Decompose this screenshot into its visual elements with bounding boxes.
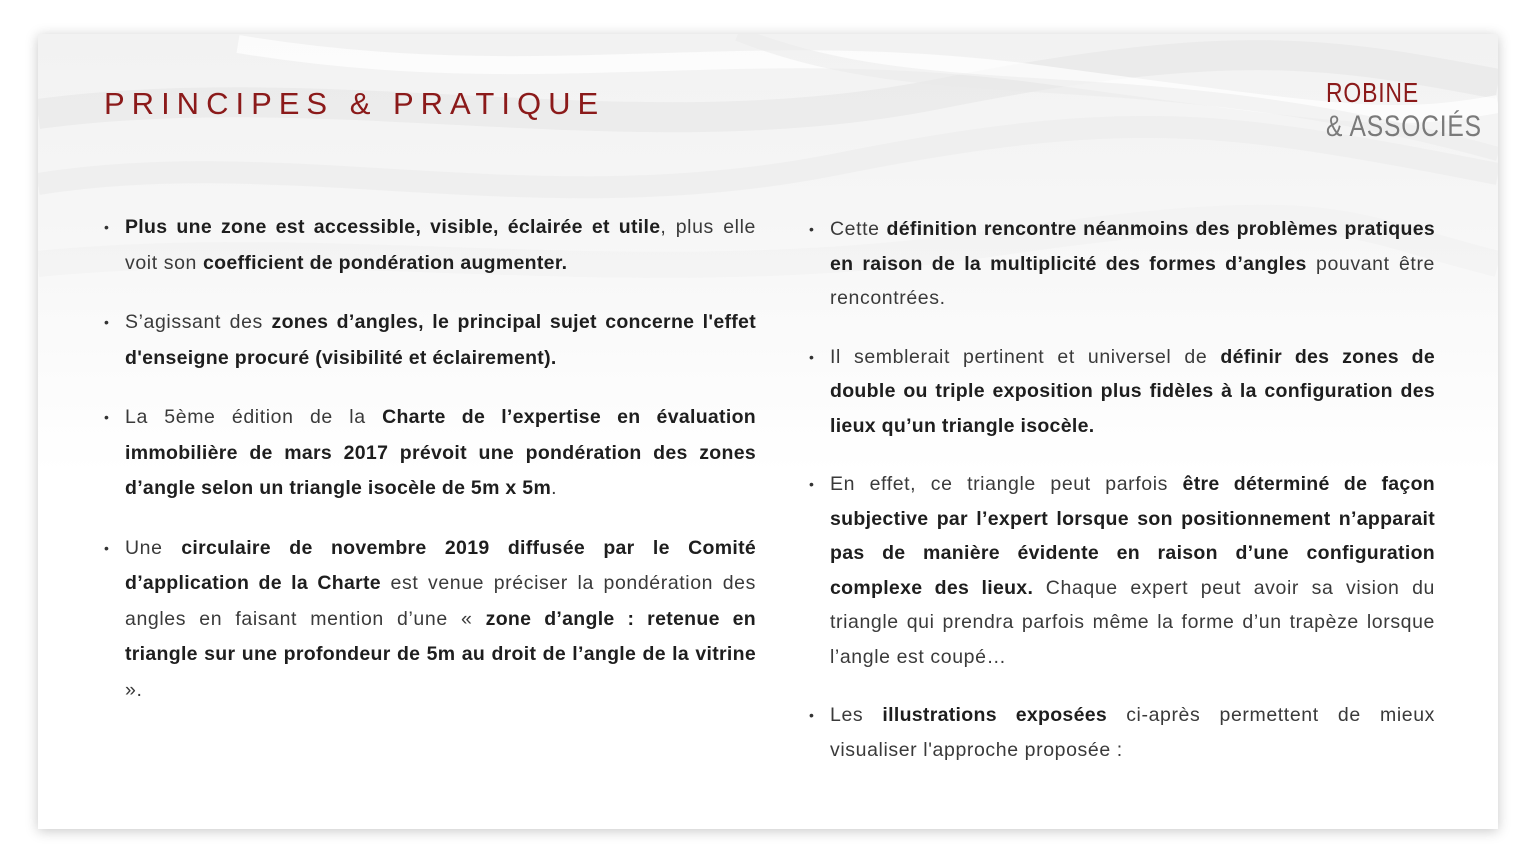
bold-text: zones d’angles, le principal sujet concerne l'effet d'enseigne procuré (visibilité et éclairement). xyxy=(125,311,756,369)
text: pouvant être rencontrées. xyxy=(830,252,1435,309)
text: En effet, ce triangle peut parfois xyxy=(830,473,1183,495)
bold-text: être déterminé de façon subjective par l’expert lorsque son positionnement n’apparait pas de manière évidente en raison d’une configuration complexe des lieux. xyxy=(830,473,1435,599)
bullet-icon: • xyxy=(104,314,110,330)
bold-text: définition rencontre néanmoins des problèmes pratiques en raison de la multiplicité des formes d’angles xyxy=(830,218,1435,275)
bold-text: circulaire de novembre 2019 diffusée par le Comité d’application de la Charte xyxy=(125,536,757,594)
text: ci-après permettent de mieux visualiser l'approche proposée : xyxy=(830,704,1435,761)
logo-line-2: & ASSOCIÉS xyxy=(1326,110,1482,143)
list-item xyxy=(809,467,1435,674)
list-item xyxy=(809,698,1435,767)
bullet-icon: • xyxy=(809,476,815,492)
page-title: PRINCIPES & PRATIQUE xyxy=(104,86,606,121)
list-item xyxy=(809,212,1435,316)
bullet-icon: • xyxy=(809,707,815,723)
text: Une xyxy=(125,536,182,559)
text: , plus elle voit son xyxy=(125,216,756,274)
list-item xyxy=(104,400,756,507)
company-logo xyxy=(1326,76,1482,144)
bold-text: coefficient de pondération augmenter. xyxy=(203,251,568,274)
logo-line-1: ROBINE xyxy=(1326,77,1419,108)
text: S’agissant des xyxy=(125,311,272,333)
list-item xyxy=(104,210,756,281)
bold-text: illustrations exposées xyxy=(882,704,1108,726)
text: La 5ème édition de la xyxy=(125,406,383,428)
bold-text: Charte de l’expertise en évaluation immobilière de mars 2017 prévoit une pondération des zones d’angle selon un triangle isocèle de 5m x 5m xyxy=(125,406,756,499)
text: Il semblerait pertinent et universel de xyxy=(830,345,1221,368)
bullet-icon: • xyxy=(104,409,110,425)
text: . xyxy=(551,477,558,499)
bold-text: zone d’angle : retenue en triangle sur une profondeur de 5m au droit de l’angle de la vitrine xyxy=(125,607,756,665)
text: est venue préciser la pondération des angles en faisant mention d’une « xyxy=(125,572,756,630)
text: Cette xyxy=(830,218,887,240)
text: Chaque expert peut avoir sa vision du triangle qui prendra parfois même la forme d’un trapèze lorsque l’angle est coupé… xyxy=(830,576,1435,668)
bullet-icon: • xyxy=(809,348,815,365)
list-item xyxy=(104,531,756,709)
bold-text: Plus une zone est accessible, visible, éclairée et utile xyxy=(125,216,661,238)
list-item xyxy=(809,340,1435,444)
slide xyxy=(38,34,1498,829)
left-bullet-list xyxy=(104,210,756,732)
bullet-icon: • xyxy=(104,219,110,235)
right-bullet-list xyxy=(809,212,1435,791)
text: Les xyxy=(830,704,883,726)
text: ». xyxy=(125,678,143,701)
list-item xyxy=(104,305,756,376)
bold-text: définir des zones de double ou triple exposition plus fidèles à la configuration des lieux qu’un triangle isocèle. xyxy=(830,345,1435,437)
bullet-icon: • xyxy=(809,221,815,237)
bullet-icon: • xyxy=(104,539,110,556)
